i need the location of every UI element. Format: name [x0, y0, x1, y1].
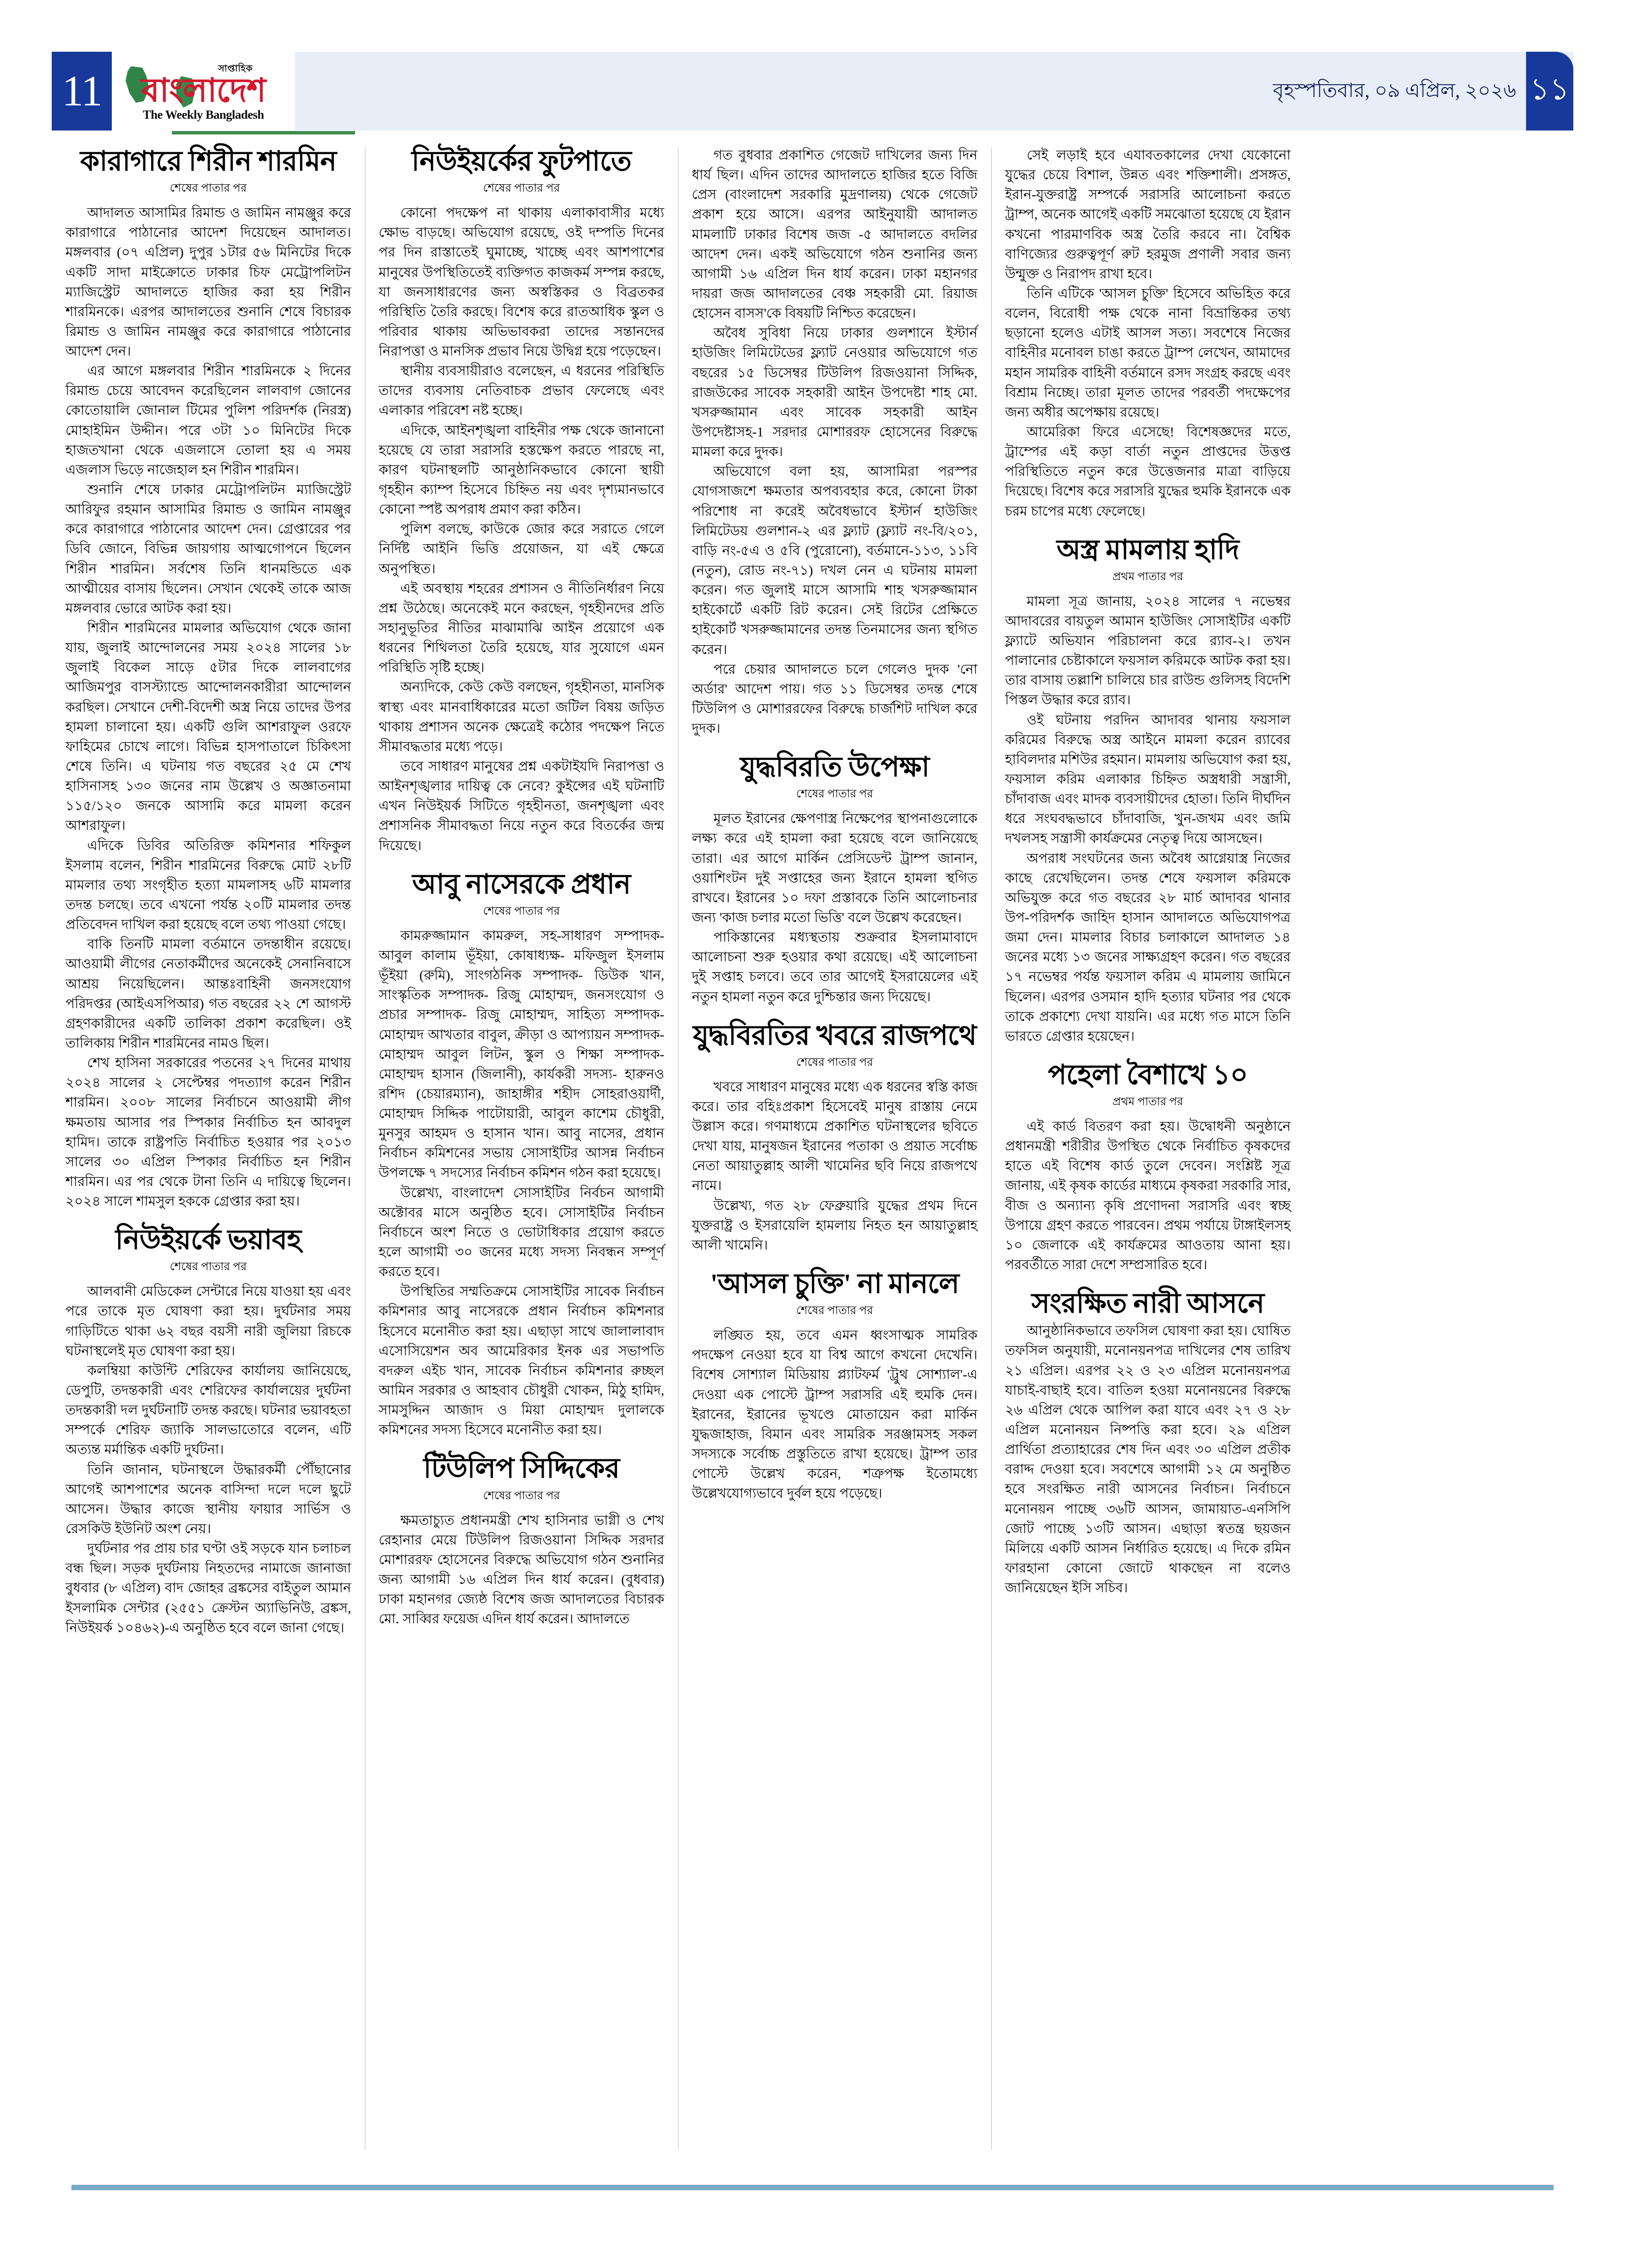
- kicker-juddhobiroti-upekkha: শেষের পাতার পর: [796, 788, 874, 800]
- article-paragraph: মামলা সূত্র জানায়, ২০২৪ সালের ৭ নভেম্বর আদাবরের বায়তুল আমান হাউজিং সোসাইটির একটি ফ্ল্যাটে অভিযান পরিচালনা করে র‍্যাব-২। তখন পালানোর চেষ্টাকালে ফয়সাল করিমকে আটক করা হয়। তার বাসায় তল্লাশি চালিয়ে চার রাউন্ড গুলিসহ বিদেশি পিস্তল উদ্ধার করে র‍্যাব।: [1005, 593, 1291, 708]
- headline-pohela-boishakhe: পহেলা বৈশাখে ১০: [1047, 1059, 1248, 1090]
- headline-juddhobiroti-upekkha: যুদ্ধবিরতি উপেক্ষা: [740, 752, 930, 783]
- article-paragraph: তিনি জানান, ঘটনাস্থলে উদ্ধারকর্মী পৌঁছানোর আগেই আশপাশের অনেক বাসিন্দা দলে দলে ছুটে আসেন। উদ্ধার কাজে স্থানীয় ফায়ার সার্ভিস ও রেসকিউ ইউনিট অংশ নেয়।: [65, 1461, 351, 1537]
- page-number-badge: 11: [52, 52, 112, 131]
- headline-karagare-shirin: কারাগারে শিরীন শারমিন: [80, 146, 337, 177]
- column-2: [365, 145, 678, 2150]
- headline-juddhobirotir-khobore: যুদ্ধবিরতির খবরে রাজপথে: [693, 1020, 976, 1051]
- article-paragraph: এদিকে ডিবির অতিরিক্ত কমিশনার শফিকুল ইসলাম বলেন, শিরীন শারমিনের বিরুদ্ধে মোট ২৮টি মামলার তথ্য সংগৃহীত হত্যা মামলাসহ ৬টি মামলার তদন্ত চলছে। তবে এখনো পর্যন্ত ২০টি মামলার তদন্ত প্রতিবেদন দাখিল করা হয়েছে বলে তথ্য পাওয়া গেছে।: [65, 837, 351, 932]
- kicker-tulip-siddique: শেষের পাতার পর: [483, 1489, 560, 1502]
- article-paragraph: পরে চেয়ার আদালতে চলে গেলেও দুদক 'নো অর্ডার' আদেশ পায়। গত ১১ ডিসেম্বর তদন্ত শেষে টিউলিপ ও মোশাররফের বিরুদ্ধে চার্জশিট দাখিল করে দুদক।: [692, 661, 977, 736]
- article-paragraph: শেখ হাসিনা সরকারের পতনের ২৭ দিনের মাথায় ২০২৪ সালের ২ সেপ্টেম্বর পদত্যাগ করেন শিরীন শারমিন। ২০০৮ সালের নির্বাচনে আওয়ামী লীগ ক্ষমতায় আসার পর স্পিকার নির্বাচিত হন আবদুল হামিদ। তাকে রাষ্ট্রপতি নির্বাচিত হওয়ার পর ২০১৩ সালের ৩০ এপ্রিল স্পিকার নির্বাচিত হন শিরীন শারমিন। এর পর থেকে টানা তিনি এ দায়িত্বে ছিলেন। ২০২৪ সালে শামসুল হককে গ্রেপ্তার করা হয়।: [65, 1055, 351, 1209]
- article-paragraph: মূলত ইরানের ক্ষেপণাস্ত্র নিক্ষেপের স্থাপনাগুলোকে লক্ষ্য করে এই হামলা করা হয়েছে বলে জানিয়েছে তারা। এর আগে মার্কিন প্রেসিডেন্ট ট্রাম্প জানান, ওয়াশিংটন দুই সপ্তাহের জন্য ইরানে হামলা স্থগিত রাখবে। ইরানের ১০ দফা প্রস্তাবকে তিনি আলোচনার জন্য 'কাজ চলার মতো ভিত্তি' বলে উল্লেখ করেছেন।: [692, 811, 977, 925]
- newspaper-logo: [112, 52, 295, 131]
- article-paragraph: কোনো পদক্ষেপ না থাকায় এলাকাবাসীর মধ্যে ক্ষোভ বাড়ছে। অভিযোগ রয়েছে, ওই দম্পতি দিনের পর দিন রাস্তাতেই ঘুমাচ্ছে, খাচ্ছে এবং আশপাশের মানুষের উপস্থিতিতেই ব্যক্তিগত কাজকর্ম সম্পন্ন করছে, যা জনসাধারণের জন্য অস্বস্তিকর ও বিব্রতকর পরিস্থিতি তৈরি করছে। বিশেষ করে রাতআধিক স্কুল ও পরিবার থাকায় অভিভাবকরা তাদের সন্তানদের নিরাপত্তা ও মানসিক প্রভাব নিয়ে উদ্বিগ্ন হয়ে পড়েছেন।: [379, 205, 664, 359]
- article-paragraph: খবরে সাধারণ মানুষের মধ্যে এক ধরনের স্বস্তি কাজ করে। তার বহিঃপ্রকাশ হিসেবেই মানুষ রাস্তায় নেমে উল্লাস করে। গণমাধ্যমে প্রকাশিত ঘটনাস্থলের ছবিতে দেখা যায়, মানুষজন ইরানের পতাকা ও প্রয়াত সর্বোচ্চ নেতা আয়াতুল্লাহ আলী খামেনির ছবি নিয়ে রাজপথে নামে।: [692, 1079, 977, 1193]
- bottom-divider-rule: [71, 2185, 1554, 2190]
- article-paragraph: সেই লড়াই হবে এযাবতকালের দেখা যেকোনো যুদ্ধের চেয়ে বিশাল, উন্নত এবং শক্তিশালী। প্রসঙ্গত, ইরান-যুক্তরাষ্ট্র সম্পর্কে সরাসরি আলোচনা করতে ট্রাম্প, অনেক আগেই একটি সমঝোতা হয়েছে যে ইরান কখনো পারমাণবিক অস্ত্র তৈরি করবে না। বৈশ্বিক বাণিজ্যের গুরুত্বপূর্ণ রুট হরমুজ প্রণালী সবার জন্য উন্মুক্ত ও নিরাপদ রাখা হবে।: [1005, 147, 1291, 281]
- article-paragraph: শিরীন শারমিনের মামলার অভিযোগ থেকে জানা যায়, জুলাই আন্দোলনের সময় ২০২৪ সালের ১৮ জুলাই বিকেল সাড়ে ৫টার দিকে লালবাগের আজিমপুর বাসস্ট্যান্ডে আন্দোলনকারীরা আন্দোলন করছিল। সেখানে দেশী-বিদেশী অস্ত্র নিয়ে তাদের উপর হামলা চালানো হয়। একটি গুলি আশরাফুল ওরফে ফাহিমের চোখে লাগে। বিভিন্ন হাসপাতালে চিকিৎসা শেষে তিনি। এ ঘটনায় গত বছরের ২৫ মে শেখ হাসিনাসহ ১৩০ জনের নাম উল্লেখ ও অজ্ঞাতনামা ১১৫/১২০ জনকে আসামি করে মামলা করেন আশরাফুল।: [65, 620, 351, 833]
- article-paragraph: ক্ষমতাচ্যুত প্রধানমন্ত্রী শেখ হাসিনার ভাগ্নী ও শেখ রেহানার মেয়ে টিউলিপ রিজওয়ানা সিদ্দিক সরদার মোশাররফ হোসেনের বিরুদ্ধে অভিযোগ গঠন শুনানির জন্য আগামী ১৬ এপ্রিল দিন ধার্য করেন। (বুধবার) ঢাকা মহানগর জ্যেষ্ঠ বিশেষ জজ আদালতের বিচারক মো. সাব্বির ফয়েজ এদিন ধার্য করেন। আদালতে: [379, 1512, 664, 1627]
- article-paragraph: আমেরিকা ফিরে এসেছে! বিশেষজ্ঞদের মতে, ট্রাম্পের এই কড়া বার্তা নতুন প্রাপ্তদের উত্তপ্ত পরিস্থিতিতে নতুন করে উত্তেজনার মাত্রা বাড়িয়ে দিয়েছে। বিশেষ করে সরাসরি যুদ্ধের হুমকি ইরানকে এক চরম চাপের মধ্যে ফেলেছে।: [1005, 424, 1291, 519]
- masthead: [52, 52, 1573, 131]
- article-paragraph: অভিযোগে বলা হয়, আসামিরা পরস্পর যোগসাজশে ক্ষমতার অপব্যবহার করে, কোনো টাকা পরিশোধ না করেই অবৈধভাবে ইস্টার্ন হাউজিং লিমিটেডয় গুলশান-২ এর ফ্ল্যাট (ফ্ল্যাট নং-বি/২০১, বাড়ি নং-৫এ ও ৫বি (পুরোনো), বর্তমানে-১১৩, ১১বি (নতুন), রোড নং-৭১) দখল নেন এ ঘটনায় মামলা করেন। গত জুলাই মাসে আসামি শাহ খসরুজ্জামান হাইকোর্টে একটি রিট করেন। সেই রিটের প্রেক্ষিতে হাইকোর্ট খসরুজ্জামানের তদন্ত তিনমাসের জন্য স্থগিত করেন।: [692, 463, 977, 657]
- headline-newyorker-futpathe: নিউইয়র্কের ফুটপাতে: [411, 146, 632, 177]
- kicker-abu-naser: শেষের পাতার পর: [483, 904, 560, 917]
- headline-sangrakkhito-nari-asone: সংরক্ষিত নারী আসনে: [1031, 1288, 1265, 1319]
- article-paragraph: আলবানী মেডিকেল সেন্টারে নিয়ে যাওয়া হয় এবং পরে তাকে মৃত ঘোষণা করা হয়। দুর্ঘটনার সময় গাড়িটিতে থাকা ৬২ বছর বয়সী নারী জুলিয়া রিচকে ঘটনাস্থলেই মৃত ঘোষণা করা হয়।: [65, 1283, 351, 1358]
- headline-asol-chukti: 'আসল চুক্তি' না মানলে: [710, 1269, 959, 1300]
- headline-abu-naser: আবু নাসেরকে প্রধান: [412, 869, 631, 900]
- article-paragraph: এই কার্ড বিতরণ করা হয়। উদ্বোধনী অনুষ্ঠানে প্রধানমন্ত্রী শরীরীর উপস্থিত থেকে নির্বাচিত কৃষকদের হাতে এই বিশেষ কার্ড তুলে দেবেন। সংশ্লিষ্ট সূত্র জানায়, এই কৃষক কার্ডের মাধ্যমে কৃষকরা সরকারি সার, বীজ ও অন্যান্য কৃষি প্রণোদনা সরাসরি এবং স্বচ্ছ উপায়ে গ্রহণ করতে পারবেন। প্রথম পর্যায়ে টাঙ্গাইলসহ ১০ জেলাকে এই কার্যক্রমের আওতায় আনা হয়। পরবর্তীতে সারা দেশে সম্প্রসারিত হবে।: [1005, 1118, 1291, 1273]
- article-paragraph: গত বুধবার প্রকাশিত গেজেট দাখিলের জন্য দিন ধার্য ছিল। এদিন তাদের আদালতে হাজির হতে বিজি প্রেস (বাংলাদেশ সরকারি মুদ্রণালয়) থেকে গেজেট প্রকাশ হয়ে আসে। এরপর আইনুযায়ী আদালত মামলাটি ঢাকার বিশেষ জজ -৫ আদালতে বদলির আদেশ দেন। একই অভিযোগে গঠন শুনানির জন্য আগামী ১৬ এপ্রিল দিন ধার্য করেন। ঢাকা মহানগর দায়রা জজ আদালতের বেঞ্চ সহকারী মো. রিয়াজ হোসেন বাসস'কে বিষয়টি নিশ্চিত করেছেন।: [692, 147, 977, 321]
- newspaper-columns: [52, 145, 1573, 2150]
- article-paragraph: অন্যদিকে, কেউ কেউ বলছেন, গৃহহীনতা, মানসিক স্বাস্থ্য এবং মানবাধিকারের মতো জটিল বিষয় জড়িত থাকায় প্রশাসন অনেক ক্ষেত্রেই কঠোর পদক্ষেপ নিতে সীমাবদ্ধতার মধ্যে পড়ে।: [379, 679, 664, 754]
- kicker-newyork-bhoyaboho: শেষের পাতার পর: [169, 1260, 247, 1273]
- logo-kicker-text: সাপ্তাহিক: [218, 63, 253, 74]
- article-paragraph: তিনি এটিকে 'আসল চুক্তি' হিসেবে অভিহিত করে বলেন, বিরোধী পক্ষ থেকে নানা বিভ্রান্তিকর তথ্য ছড়ানো হলেও এটাই আসল সত্য। সবশেষে নিজের বাহিনীর মনোবল চাঙা করতে ট্রাম্প লেখেন, আমাদের মহান সামরিক বাহিনী বর্তমানে রসদ সংগ্রহ করছে এবং বিশ্রাম নিচ্ছে। তারা মূলত তাদের পরবর্তী পদক্ষেপের জন্য অধীর অপেক্ষায় রয়েছে।: [1005, 285, 1291, 420]
- column-4: [991, 145, 1304, 2150]
- article-paragraph: আনুষ্ঠানিকভাবে তফসিল ঘোষণা করা হয়। ঘোষিত তফসিল অনুযায়ী, মনোনয়নপত্র দাখিলের শেষ তারিখ ২১ এপ্রিল। এরপর ২২ ও ২৩ এপ্রিল মনোনয়নপত্র যাচাই-বাছাই হবে। বাতিল হওয়া মনোনয়নের বিরুদ্ধে ২৬ এপ্রিল থেকে আপিল করা যাবে এবং ২৭ ও ২৮ এপ্রিল মনোনয়ন নিষ্পত্তি করা হবে। ২৯ এপ্রিল প্রার্থিতা প্রত্যাহারের শেষ দিন এবং ৩০ এপ্রিল প্রতীক বরাদ্দ দেওয়া হবে। সবশেষে আগামী ১২ মে অনুষ্ঠিত হবে সংরক্ষিত নারী আসনের নির্বাচন। নির্বাচনে মনোনয়ন পাচ্ছে ৩৬টি আসন, জামায়াত-এনসিপি জোট পাচ্ছে ১৩টি আসন। এছাড়া স্বতন্ত্র ছয়জন মিলিয়ে একটি আসন নির্ধারিত হয়েছে। এ দিকে রমিন ফারহানা কোনো জোটে থাকছেন না বলেও জানিয়েছেন ইসি সচিব।: [1005, 1323, 1291, 1596]
- article-paragraph: উল্লেখ্য, গত ২৮ ফেব্রুয়ারি যুদ্ধের প্রথম দিনে যুক্তরাষ্ট্র ও ইসরায়েলি হামলায় নিহত হন আয়াতুল্লাহ আলী খামেনি।: [692, 1197, 977, 1252]
- kicker-ostro-mamlay-hadi: প্রথম পাতার পর: [1112, 570, 1183, 583]
- article-paragraph: দুর্ঘটনার পর প্রায় চার ঘণ্টা ওই সড়কে যান চলাচল বন্ধ ছিল। সড়ক দুর্ঘটনায় নিহতদের নামাজে জানাজা বুধবার (৮ এপ্রিল) বাদ জোহর ব্রঙ্কসের বাইতুল আমান ইসলামিক সেন্টার (২৫৫১ ক্রেস্টন অ্যাভিনিউ, ব্রঙ্কস, নিউইয়র্ক ১০৪৬২)-এ অনুষ্ঠিত হবে বলে জানা গেছে।: [65, 1541, 351, 1635]
- logo-underline-rule: [172, 131, 355, 134]
- kicker-asol-chukti: শেষের পাতার পর: [796, 1304, 874, 1317]
- article-paragraph: এই অবস্থায় শহরের প্রশাসন ও নীতিনির্ধারণ নিয়ে প্রশ্ন উঠেছে। অনেকেই মনে করছেন, গৃহহীনদের প্রতি সহানুভূতির নীতির মাঝামাঝি আইন প্রয়োগে এক ধরনের শিথিলতা তৈরি হয়েছে, যার সুযোগে এমন পরিস্থিতি সৃষ্টি হচ্ছে।: [379, 580, 664, 675]
- publication-date: বৃহস্পতিবার, ০৯ এপ্রিল, ২০২৬: [1272, 79, 1516, 101]
- article-paragraph: পাকিস্তানের মধ্যস্থতায় শুক্রবার ইসলামাবাদে আলোচনা শুরু হওয়ার কথা রয়েছে। এই আলোচনা দুই সপ্তাহ চলবে। তবে তার আগেই ইসরায়েলের এই নতুন হামলা নতুন করে দুশ্চিন্তার জন্য দিয়েছে।: [692, 929, 977, 1004]
- headline-ostro-mamlay-hadi: অস্ত্র মামলায় হাদি: [1056, 534, 1239, 565]
- article-paragraph: উল্লেখ্য, বাংলাদেশ সোসাইটির নির্বচন আগামী অক্টোবর মাসে অনুষ্ঠিত হবে। সোসাইটির নির্বাচন নির্বাচনে অংশ নিতে ও ভোটাধিকার প্রয়োগ করতে হলে আগামী ৩০ জনের মধ্যে সদস্য নিবন্ধন সম্পূর্ণ করতে হবে।: [379, 1184, 664, 1280]
- article-paragraph: স্থানীয় ব্যবসায়ীরাও বলেছেন, এ ধরনের পরিস্থিতি তাদের ব্যবসায় নেতিবাচক প্রভাব ফেলেছে এবং এলাকার পরিবেশ নষ্ট হচ্ছে।: [379, 363, 664, 418]
- masthead-left: [52, 52, 295, 131]
- column-1: [52, 145, 365, 2150]
- article-paragraph: শুনানি শেষে ঢাকার মেট্রোপলিটন ম্যাজিস্ট্রেট আরিফুর রহমান আসামির রিমান্ড ও জামিন নামঞ্জুর করে কারাগারে পাঠানোর আদেশ দেন। গ্রেপ্তারের পর ডিবি জোনে, বিভিন্ন জায়গায় আত্মগোপনে ছিলেন শিরীন শারমিন। সর্বশেষ তিনি ধানমন্ডিতে এক আত্মীয়ের বাসায় ছিলেন। সেখান থেকেই তাকে আজ মঙ্গলবার ভোরে আটক করা হয়।: [65, 482, 351, 616]
- kicker-karagare-shirin: শেষের পাতার পর: [169, 182, 247, 195]
- article-paragraph: লঙ্ঘিত হয়, তবে এমন ধ্বংসাত্মক সামরিক পদক্ষেপ নেওয়া হবে যা বিশ্ব আগে কখনো দেখেনি। বিশেষ সোশ্যাল মিডিয়ায় প্ল্যাটফর্ম 'ট্রুথ সোশ্যাল'-এ দেওয়া এক পোস্টে ট্রাম্প সরাসরি এই হুমকি দেন। ইরানের, ইরানের ভূখণ্ডে মোতায়েন করা মার্কিন যুদ্ধজাহাজ, বিমান এবং সামরিক সরঞ্জামসহ সকল সদস্যকে সর্বোচ্চ প্রস্তুতিতে রাখা হয়েছে। ট্রাম্প তার পোস্টে উল্লেখ করেন, শত্রুপক্ষ ইতোমধ্যে উল্লেখযোগ্যভাবে দুর্বল হয়ে পড়েছে।: [692, 1327, 977, 1501]
- article-paragraph: কলম্বিয়া কাউন্টি শেরিফের কার্যালয় জানিয়েছে, ডেপুটি, তদন্তকারী এবং শেরিফের কার্যালয়ের দুর্ঘটনা তদন্তকারী দল দুর্ঘটনাটি তদন্ত করছে। ঘটনার ভয়াবহতা সম্পর্কে শেরিফ জ্যাকি সালভাতোরে বলেন, এটি অত্যন্ত মর্মান্তিক একটি দুর্ঘটনা।: [65, 1362, 351, 1457]
- article-paragraph: তবে সাধারণ মানুষের প্রশ্ন একটাইযদি নিরাপত্তা ও আইনশৃঙ্খলার দায়িত্ব কে নেবে? কুইন্সের এই ঘটনাটি এখন নিউইয়র্ক সিটিতে গৃহহীনতা, জনশৃঙ্খলা এবং প্রশাসনিক সীমাবদ্ধতা নিয়ে নতুন করে বিতর্কের জন্ম দিয়েছে।: [379, 758, 664, 853]
- article-paragraph: অপরাধ সংঘটনের জন্য অবৈধ আগ্নেয়াস্ত্র নিজের কাছে রেখেছিলেন। তদন্ত শেষে ফয়সাল করিমকে অভিযুক্ত করে গত বছরের ২৮ মার্চ আদাবর থানার উপ-পরিদর্শক জাহিদ হাসান আদালতে অভিযোগপত্র জমা দেন। মামলার বিচার চলাকালে আদালত ১৪ জনের মধ্যে ১৩ জনের সাক্ষ্যগ্রহণ করেন। গত বছরের ১৭ নভেম্বর পর্যন্ত ফয়সাল করিম এ মামলায় জামিনে ছিলেন। এরপর ওসমান হাদি হত্যার ঘটনার পর থেকে তাকে প্রকাশ্যে দেখা যায়নি। এর মধ্যে গত মাসে তিনি ভারতে গ্রেপ্তার হয়েছেন।: [1005, 850, 1291, 1044]
- article-paragraph: এর আগে মঙ্গলবার শিরীন শারমিনকে ২ দিনের রিমান্ড চেয়ে আবেদন করেছিলেন লালবাগ জোনের কোতোয়ালি জোনাল টিমের পুলিশ পরিদর্শক (নিরস্ত্র) মোহাইমিন উদ্দীন। পরে ৩টা ১০ মিনিটের দিকে হাজতখানা থেকে এজলাসে তোলা হয় এ সময় এজলাস ভিড়ে নাজেহাল হন শিরীন শারমিন।: [65, 363, 351, 477]
- article-paragraph: পুলিশ বলছে, কাউকে জোর করে সরাতে গেলে নির্দিষ্ট আইনি ভিত্তি প্রয়োজন, যা এই ক্ষেত্রে অনুপস্থিত।: [379, 521, 664, 576]
- article-paragraph: আদালত আসামির রিমান্ড ও জামিন নামঞ্জুর করে কারাগারে পাঠানোর আদেশ দিয়েছেন আদালত। মঙ্গলবার (০৭ এপ্রিল) দুপুর ১টার ৫৬ মিনিটের দিকে একটি সাদা মাইক্রোতে ঢাকার চিফ মেট্রোপলিটন ম্যাজিস্ট্রেট আদালতে হাজির করা হয় শিরীন শারমিনকে। এরপর আদালতের শুনানি শেষে বিচারক রিমান্ড ও জামিন নামঞ্জুর করে কারাগারে পাঠানোর আদেশ দেন।: [65, 205, 351, 359]
- logo-wordmark: বাংলাদেশ: [141, 72, 266, 109]
- kicker-pohela-boishakhe: প্রথম পাতার পর: [1112, 1095, 1183, 1108]
- article-paragraph: উপস্থিতির সম্মতিক্রমে সোসাইটির সাবেক নির্বাচন কমিশনার আবু নাসেরকে প্রধান নির্বাচন কমিশনার হিসেবে মনোনীত করা হয়। এছাড়া সাথে জালালাবাদ এসোসিয়েশন অব আমেরিকার ইনক এর সভাপতি বদরুল এইচ খান, সাবেক নির্বাচন কমিশনার রুচ্ছল আমিন সরকার ও আহবাব চৌধুরী খোকন, মিঠু হামিদ, সামসুদ্দিন আজাদ ও মিয়া মোহাম্মদ দুলালকে কমিশনের সদস্য হিসেবে মনোনীত করা হয়।: [379, 1283, 664, 1438]
- logo-wordmark-wrap: [112, 74, 295, 107]
- kicker-juddhobirotir-khobore: শেষের পাতার পর: [796, 1055, 874, 1068]
- article-paragraph: কামরুজ্জামান কামরুল, সহ-সাধারণ সম্পাদক- আবুল কালাম ভূঁইয়া, কোষাধ্যক্ষ- মফিজুল ইসলাম ভূঁইয়া (রুমি), সাংগঠনিক সম্পাদক- ডিউক খান, সাংস্কৃতিক সম্পাদক- রিজু মোহাম্মদ, জনসংযোগ ও প্রচার সম্পাদক- রিজু মোহাম্মদ, সাহিত্য সম্পাদক- মোহাম্মদ আখতার বাবুল, ক্রীড়া ও আপ্যায়ন সম্পাদক- মোহাম্মদ আবুল লিটন, স্কুল ও শিক্ষা সম্পাদক- মোহাম্মদ হাসান (জিলানী), কার্যকরী সদস্য- হারুনও রশিদ (চেয়ারম্যান), জাহাঙ্গীর শহীদ সোহরাওয়ার্দী, মোহাম্মদ সিদ্দিক পাটোয়ারী, আবুল কাশেম চৌধুরী, মুনসুর আহমদ ও হাসান খান। আবু নাসের, প্রধান নির্বাচন কমিশনের সভায় সোসাইটির আসন্ন নির্বাচন উপলক্ষে ৭ সদস্যের নির্বাচন কমিশন গঠন করা হয়েছে।: [379, 927, 664, 1181]
- headline-tulip-siddique: টিউলিপ সিদ্দিকের: [423, 1453, 620, 1484]
- article-paragraph: বাকি তিনটি মামলা বর্তমানে তদন্তাধীন রয়েছে। আওয়ামী লীগের নেতাকর্মীদের অনেকেই সেনানিবাসে আশ্রয় নিয়েছিলেন। আন্তঃবাহিনী জনসংযোগ পরিদপ্তর (আইএসপিআর) গত বছরের ২২ শে আগস্ট গ্রহণকারীদের একটি তালিকা প্রকাশ করেছিল। ওই তালিকায় শিরীন শারমিনের নামও ছিল।: [65, 936, 351, 1051]
- article-paragraph: ওই ঘটনায় পরদিন আদাবর থানায় ফয়সাল করিমের বিরুদ্ধে অস্ত্র আইনে মামলা করেন র‍্যাবের হাবিলদার মশিউর রহমান। মামলায় অভিযোগ করা হয়, ফয়সাল করিম এলাকার চিহ্নিত অস্ত্রধারী সন্ত্রাসী, চাঁদাবাজ এবং মাদক ব্যবসায়ীদের হোতা। তিনি দীর্ঘদিন ধরে সংঘবদ্ধভাবে চাঁদাবাজি, খুন-জখম এবং জমি দখলসহ সন্ত্রাসী কার্যক্রমের নেতৃত্ব দিয়ে আসছেন।: [1005, 712, 1291, 846]
- headline-newyork-bhoyaboho: নিউইয়র্কে ভয়াবহ: [115, 1225, 301, 1256]
- logo-english-name: The Weekly Bangladesh: [142, 108, 264, 122]
- article-paragraph: অবৈধ সুবিধা নিয়ে ঢাকার গুলশানে ইস্টার্ন হাউজিং লিমিটেডের ফ্ল্যাট নেওয়ার অভিযোগে গত বছরের ১৫ ডিসেম্বর টিউলিপ রিজওয়ানা সিদ্দিক, রাজউকের সাবেক সহকারী আইন উপদেষ্টা শাহ মো. খসরুজ্জামান এবং সাবেক সহকারী আইন উপদেষ্টাসহ-1 সরদার মোশাররফ হোসেনের বিরুদ্ধে মামলা করে দুদক।: [692, 325, 977, 460]
- kicker-newyorker-futpathe: শেষের পাতার পর: [483, 182, 560, 195]
- article-paragraph: এদিকে, আইনশৃঙ্খলা বাহিনীর পক্ষ থেকে জানানো হয়েছে যে তারা সরাসরি হস্তক্ষেপ করতে পারছে না, কারণ ঘটনাস্থলটি আনুষ্ঠানিকভাবে কোনো স্থায়ী গৃহহীন ক্যাম্প হিসেবে চিহ্নিত নয় এবং দৃশ্যমানভাবে কোনো স্পষ্ট অপরাধ প্রমাণ করা কঠিন।: [379, 422, 664, 517]
- column-3: [678, 145, 991, 2150]
- masthead-right: [1273, 52, 1573, 131]
- page-number-badge-right: ১১: [1526, 52, 1573, 131]
